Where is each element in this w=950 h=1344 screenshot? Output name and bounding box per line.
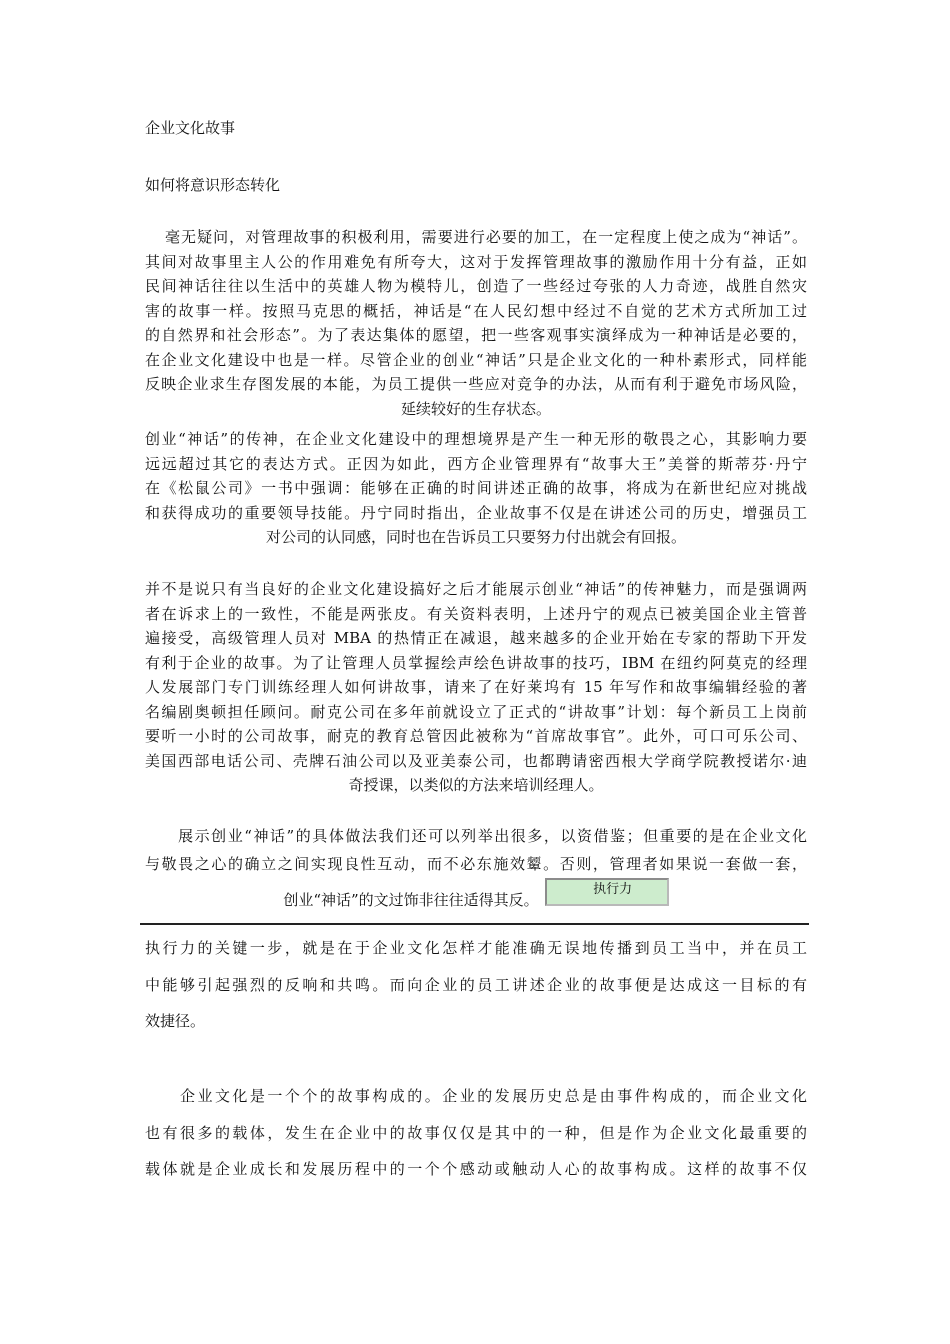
paragraph-line: 创业“神话”的传神，在企业文化建设中的理想境界是产生一种无形的敬畏之心，其影响力要 — [145, 430, 807, 448]
closing-line-group — [283, 878, 668, 922]
paragraph-myth-processing — [145, 225, 807, 421]
paragraph-line: 延续较好的生存状态。 — [400, 399, 551, 418]
paragraph-storytelling-training — [145, 577, 807, 798]
paragraph-line: 展示创业“神话”的具体做法我们还可以列举出很多，以资借鉴；但重要的是在企业文化 — [145, 827, 807, 845]
paragraph-line: 远远超过其它的表达方式。正因为如此，西方企业管理界有“故事大王”美誉的斯蒂芬·丹宁 — [145, 454, 807, 473]
paragraph-line: 有利于企业的故事。为了让管理人员掌握绘声绘色讲故事的技巧，IBM 在纽约阿莫克的经理 — [145, 653, 807, 672]
paragraph-line: 的自然界和社会形态”。为了表达集体的愿望，把一些客观事实演绎成为一种神话是必要的， — [145, 326, 807, 344]
document-subtitle: 如何将意识形态转化 — [145, 176, 281, 194]
paragraph-culture-stories — [145, 1078, 807, 1188]
paragraph-denning — [145, 427, 807, 550]
paragraph-line: 执行力的关键一步，就是在于企业文化怎样才能准确无误地传播到员工当中，并在员工 — [145, 939, 807, 957]
paragraph-line: 名编剧奥顿担任顾问。耐克公司在多年前就设立了正式的“讲故事”计划：每个新员工上岗前 — [145, 702, 807, 721]
paragraph-line: 民间神话往往以生活中的英雄人物为模特儿，创造了一些经过夸张的人力奇迹，战胜自然灾 — [145, 277, 807, 295]
document-title: 企业文化故事 — [145, 119, 236, 137]
execution-badge: 执行力 — [545, 878, 669, 906]
paragraph-line-with-badge — [145, 878, 807, 922]
paragraph-line: 遍接受，高级管理人员对 MBA 的热情正在减退，越来越多的企业开始在专家的帮助下开发 — [145, 629, 807, 647]
paragraph-practice — [145, 822, 807, 922]
paragraph-line: 毫无疑问，对管理故事的积极利用，需要进行必要的加工，在一定程度上使之成为“神话”。 — [165, 228, 807, 246]
paragraph-line: 在《松鼠公司》一书中强调：能够在正确的时间讲述正确的故事，将成为在新世纪应对挑战 — [145, 479, 807, 497]
paragraph-line: 人发展部门专门训练经理人如何讲故事，请来了在好莱坞有 15 年写作和故事编辑经验的著 — [145, 678, 807, 696]
paragraph-line: 要听一小时的公司故事，耐克的教育总管因此被称为“首席故事官”。此外，可口可乐公司、 — [145, 727, 807, 745]
paragraph-line: 奇授课，以类似的方法来培训经理人。 — [348, 776, 604, 794]
paragraph-line: 美国西部电话公司、壳牌石油公司以及亚美泰公司，也都聘请密西根大学商学院教授诺尔·迪 — [145, 751, 807, 770]
paragraph-line: 害的故事一样。按照马克思的概括，神话是“在人民幻想中经过不自觉的艺术方式所加工过 — [145, 301, 807, 320]
paragraph-line: 效捷径。 — [145, 1012, 206, 1030]
paragraph-line: 与敬畏之心的确立之间实现良性互动，而不必东施效颦。否则，管理者如果说一套做一套， — [145, 855, 807, 873]
paragraph-line: 对公司的认同感，同时也在告诉员工只要努力付出就会有回报。 — [265, 528, 686, 546]
paragraph-line: 中能够引起强烈的反响和共鸣。而向企业的员工讲述企业的故事便是达成这一目标的有 — [145, 975, 807, 994]
paragraph-line: 其间对故事里主人公的作用难免有所夸大，这对于发挥管理故事的激励作用十分有益，正如 — [145, 252, 807, 271]
paragraph-line: 并不是说只有当良好的企业文化建设搞好之后才能展示创业“神话”的传神魅力，而是强调两 — [145, 580, 807, 598]
paragraph-line: 者在诉求上的一致性，不能是两张皮。有关资料表明，上述丹宁的观点已被美国企业主管普 — [145, 604, 807, 623]
paragraph-line: 创业“神话”的文过饰非往往适得其反。 — [283, 891, 539, 909]
paragraph-line: 载体就是企业成长和发展历程中的一个个感动或触动人心的故事构成。这样的故事不仅 — [145, 1160, 807, 1178]
section-divider — [140, 923, 809, 925]
paragraph-line: 也有很多的载体，发生在企业中的故事仅仅是其中的一种，但是作为企业文化最重要的 — [145, 1123, 807, 1142]
paragraph-line: 在企业文化建设中也是一样。尽管企业的创业“神话”只是企业文化的一种朴素形式，同样能 — [145, 350, 807, 369]
paragraph-line: 和获得成功的重要领导技能。丹宁同时指出，企业故事不仅是在讲述公司的历史，增强员工 — [145, 503, 807, 522]
paragraph-line: 企业文化是一个个的故事构成的。企业的发展历史总是由事件构成的，而企业文化 — [145, 1087, 807, 1105]
paragraph-line: 反映企业求生存图发展的本能，为员工提供一些应对竞争的办法，从而有利于避免市场风险， — [145, 375, 807, 393]
paragraph-execution — [145, 930, 807, 1040]
